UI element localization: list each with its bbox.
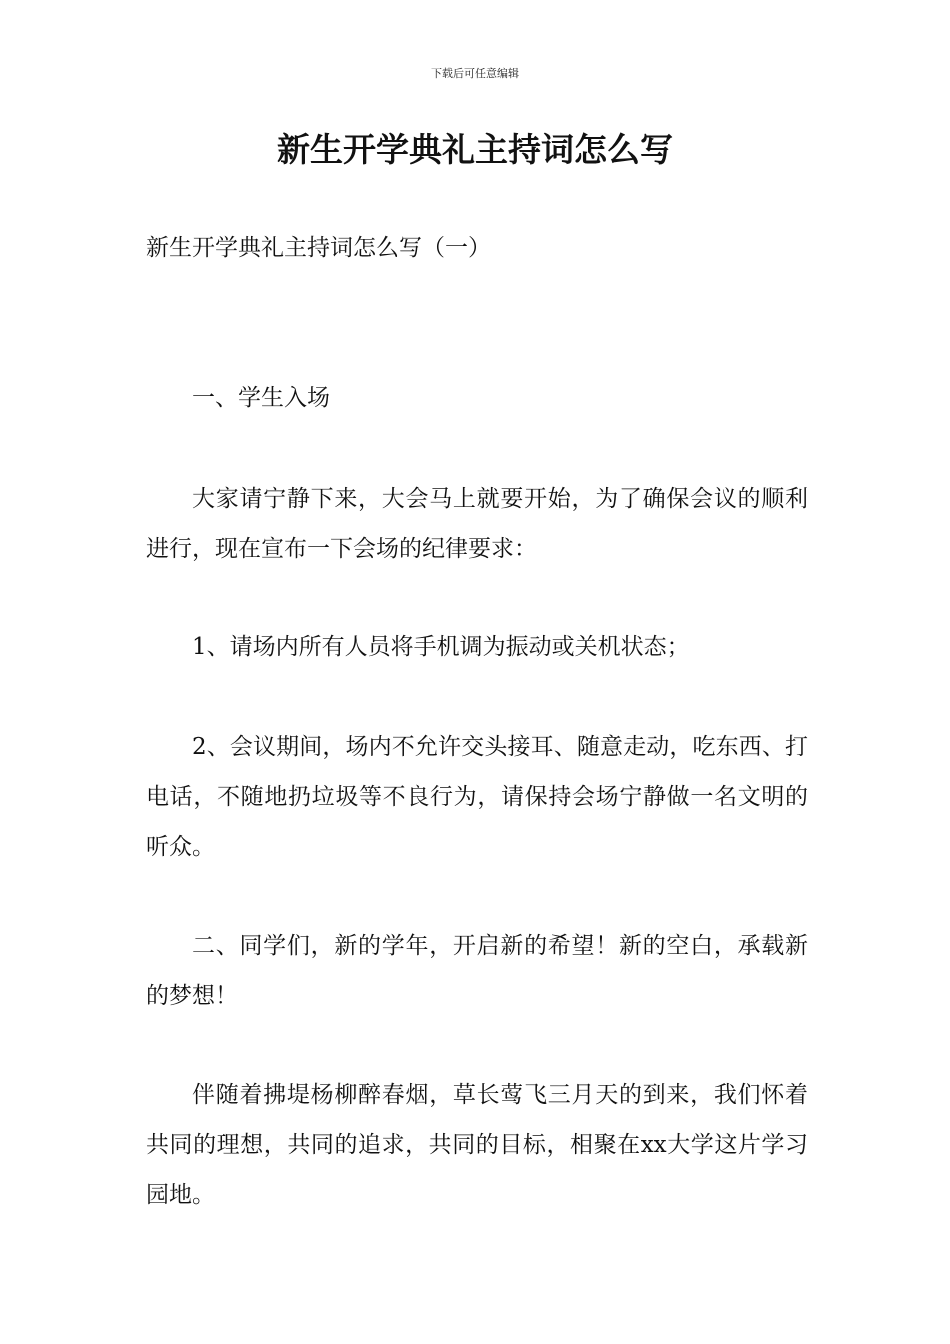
paragraph-gathering: 伴随着拂堤杨柳醉春烟，草长莺飞三月天的到来，我们怀着共同的理想，共同的追求，共同的目标，相聚在xx大学这片学习园地。 [146,1082,808,1208]
paragraph-heading-student-entry: 一、学生入场 [192,385,330,411]
paragraph-rule-2: 2、会议期间，场内不允许交头接耳、随意走动，吃东西、打电话，不随地扔垃圾等不良行为，请保持会场宁静做一名文明的听众。 [146,734,808,860]
paragraph-heading-new-year: 二、同学们，新的学年，开启新的希望！新的空白，承载新的梦想！ [146,933,808,1009]
paragraph-rule-1: 1、请场内所有人员将手机调为振动或关机状态； [192,634,690,660]
section-title: 新生开学典礼主持词怎么写（一） [146,235,491,261]
paragraph-discipline-intro: 大家请宁静下来，大会马上就要开始，为了确保会议的顺利进行，现在宣布一下会场的纪律要求： [146,486,808,562]
header-note: 下载后可任意编辑 [431,67,519,80]
document-title: 新生开学典礼主持词怎么写 [277,130,673,169]
